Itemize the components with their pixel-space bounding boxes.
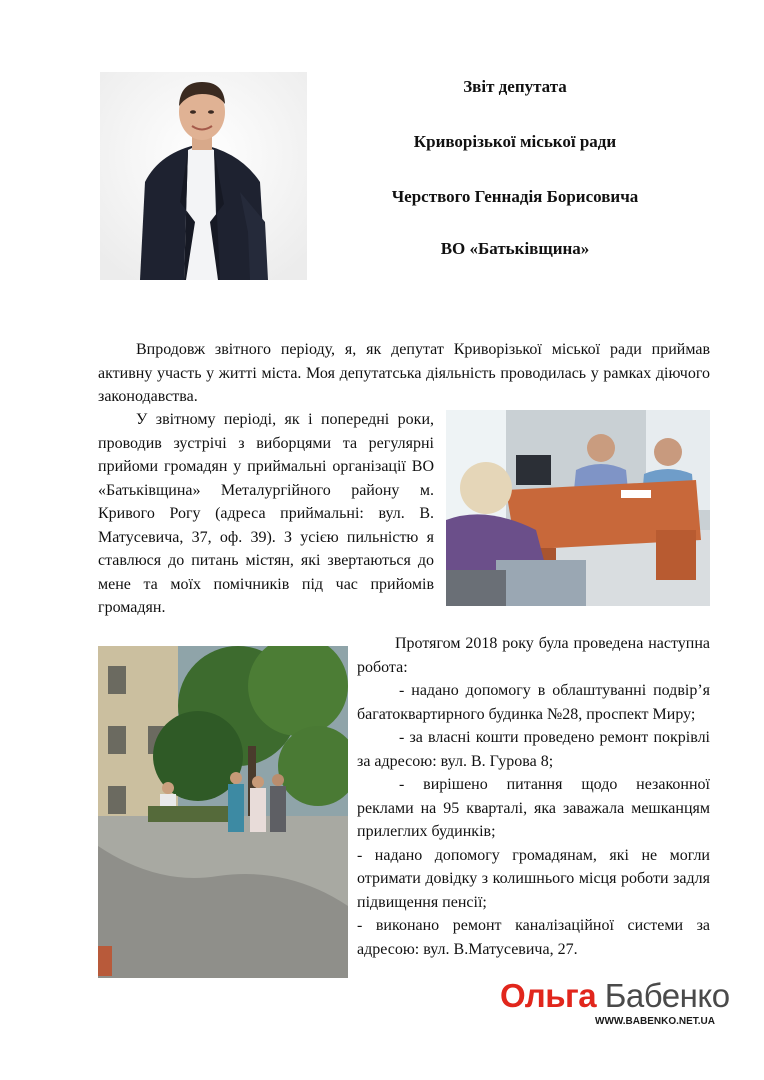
work-intro-text: Протягом 2018 року була проведена наступна робота:: [357, 635, 710, 676]
work-summary: [357, 632, 710, 961]
report-title: Звіт депутата: [463, 77, 567, 96]
list-item: - надано допомогу в облаштуванні подвір’я багатоквартирного будинка №28, проспект Миру;: [357, 682, 710, 723]
courtyard-meeting-photo: [98, 646, 348, 978]
list-item: - за власні кошти проведено ремонт покрівлі за адресою: вул. В. Гурова 8;: [357, 729, 710, 770]
deputy-name: Черствого Геннадія Борисовича: [391, 187, 639, 206]
intro-text: Впродовж звітного періоду, я, як депутат Криворізької міської ради приймав активну участь у житті міста. Моя депутатська діяльність проводилась у рамках діючого законодавства.: [98, 341, 710, 405]
logo-first-name: Ольга: [500, 977, 597, 1014]
reception-paragraph: [98, 408, 434, 620]
reception-office-photo: [446, 410, 710, 606]
reception-text: У звітному періоді, як і попередні роки, проводив зустрічі з виборцями та регулярні прийоми громадян у приймальні організації ВО «Батьківщина» Металургійного району м. Кривого Рогу (адреса приймальні: вул. В. Матусевича, 37, оф. 39). З усією пильністю я ставлюся до питань містян, які звертаються до мене та моїх помічників під час прийомів громадян.: [98, 411, 434, 616]
council-name: Криворізької міської ради: [413, 132, 617, 151]
logo-name: [500, 977, 730, 1014]
deputy-portrait-photo: [100, 72, 307, 280]
logo-url[interactable]: WWW.BABENKO.NET.UA: [595, 1016, 715, 1027]
logo-last-name: Бабенко: [604, 977, 730, 1014]
list-item: - вирішено питання щодо незаконної реклами на 95 кварталі, яка заважала мешканцям прилеглих будинків;: [357, 776, 710, 840]
babenko-logo: [500, 977, 730, 1027]
party-name: ВО «Батьківщина»: [440, 239, 590, 258]
list-item: - надано допомогу громадянам, які не могли отримати довідку з колишнього місця роботи задля підвищення пенсії;: [357, 846, 710, 911]
list-item: - виконано ремонт каналізаційної системи за адресою: вул. В.Матусевича, 27.: [357, 917, 710, 958]
intro-paragraph: [98, 338, 710, 409]
